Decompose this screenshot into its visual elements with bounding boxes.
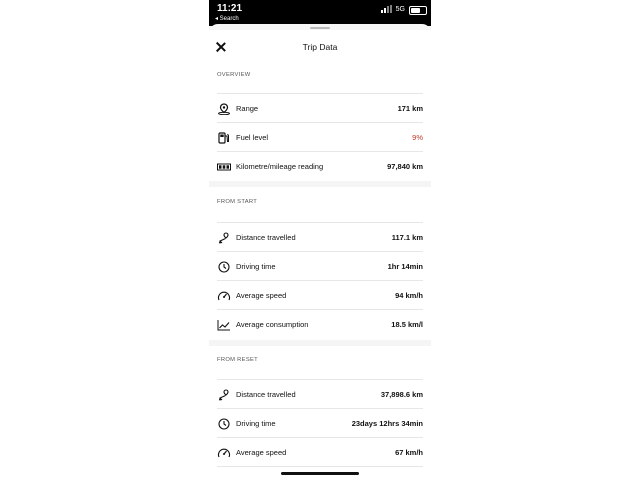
row-label: Distance travelled <box>236 233 296 242</box>
network-label: 5G <box>395 5 405 13</box>
row-label: Average speed <box>236 291 287 300</box>
speedometer-icon <box>217 447 231 459</box>
fuel-level-row[interactable] <box>217 122 423 152</box>
from-start-section <box>209 187 431 340</box>
row-label: Range <box>236 104 259 113</box>
average-speed-row[interactable] <box>217 280 423 310</box>
row-value: 94 km/h <box>395 291 423 300</box>
signal-icon <box>381 5 392 13</box>
trend-graph-icon <box>217 319 231 331</box>
section-label-from-start: FROM START <box>217 199 258 205</box>
sheet-header <box>209 30 431 62</box>
row-value: 117.1 km <box>391 233 423 242</box>
row-label: Distance travelled <box>236 390 296 399</box>
route-icon <box>217 232 231 244</box>
sheet-grabber[interactable] <box>310 27 330 29</box>
row-value: 67 km/h <box>395 448 423 457</box>
location-pin-icon <box>217 103 231 115</box>
row-value: 23days 12hrs 34min <box>351 419 423 428</box>
fuel-pump-icon <box>217 132 231 144</box>
average-consumption-row[interactable] <box>217 309 423 339</box>
row-label: Driving time <box>236 262 276 271</box>
overview-section <box>209 62 431 181</box>
status-indicators <box>381 5 405 13</box>
row-value: 1hr 14min <box>387 262 423 271</box>
row-value: 97,840 km <box>387 162 423 171</box>
row-value: 9% <box>412 133 423 142</box>
reset-driving-time-row[interactable] <box>217 408 423 438</box>
row-label: Kilometre/mileage reading <box>236 162 324 171</box>
driving-time-row[interactable] <box>217 251 423 281</box>
range-row[interactable] <box>217 93 423 123</box>
trip-data-sheet <box>209 24 431 480</box>
back-to-search-link[interactable]: ◂ Search <box>215 16 239 22</box>
home-indicator[interactable] <box>281 472 359 475</box>
row-value: 171 km <box>397 104 423 113</box>
battery-icon <box>409 6 427 15</box>
status-bar <box>209 0 431 26</box>
row-value: 18.5 km/l <box>391 320 423 329</box>
clock-icon <box>217 261 231 273</box>
row-label: Fuel level <box>236 133 269 142</box>
section-label-from-reset: FROM RESET <box>217 357 259 363</box>
clock-icon <box>217 418 231 430</box>
reset-distance-travelled-row[interactable] <box>217 379 423 409</box>
row-label: Average speed <box>236 448 287 457</box>
route-icon <box>217 389 231 401</box>
section-label-overview: OVERVIEW <box>217 72 251 78</box>
from-reset-section <box>209 346 431 480</box>
reset-average-speed-row[interactable] <box>217 437 423 467</box>
row-label: Driving time <box>236 419 276 428</box>
page-title: Trip Data <box>302 42 338 52</box>
distance-travelled-row[interactable] <box>217 222 423 252</box>
odometer-row[interactable] <box>217 151 423 181</box>
phone-screen <box>209 0 431 480</box>
status-time: 11:21 <box>217 3 243 14</box>
row-label: Average consumption <box>236 320 309 329</box>
speedometer-icon <box>217 290 231 302</box>
odometer-icon <box>217 161 231 173</box>
row-value: 37,898.6 km <box>380 390 423 399</box>
